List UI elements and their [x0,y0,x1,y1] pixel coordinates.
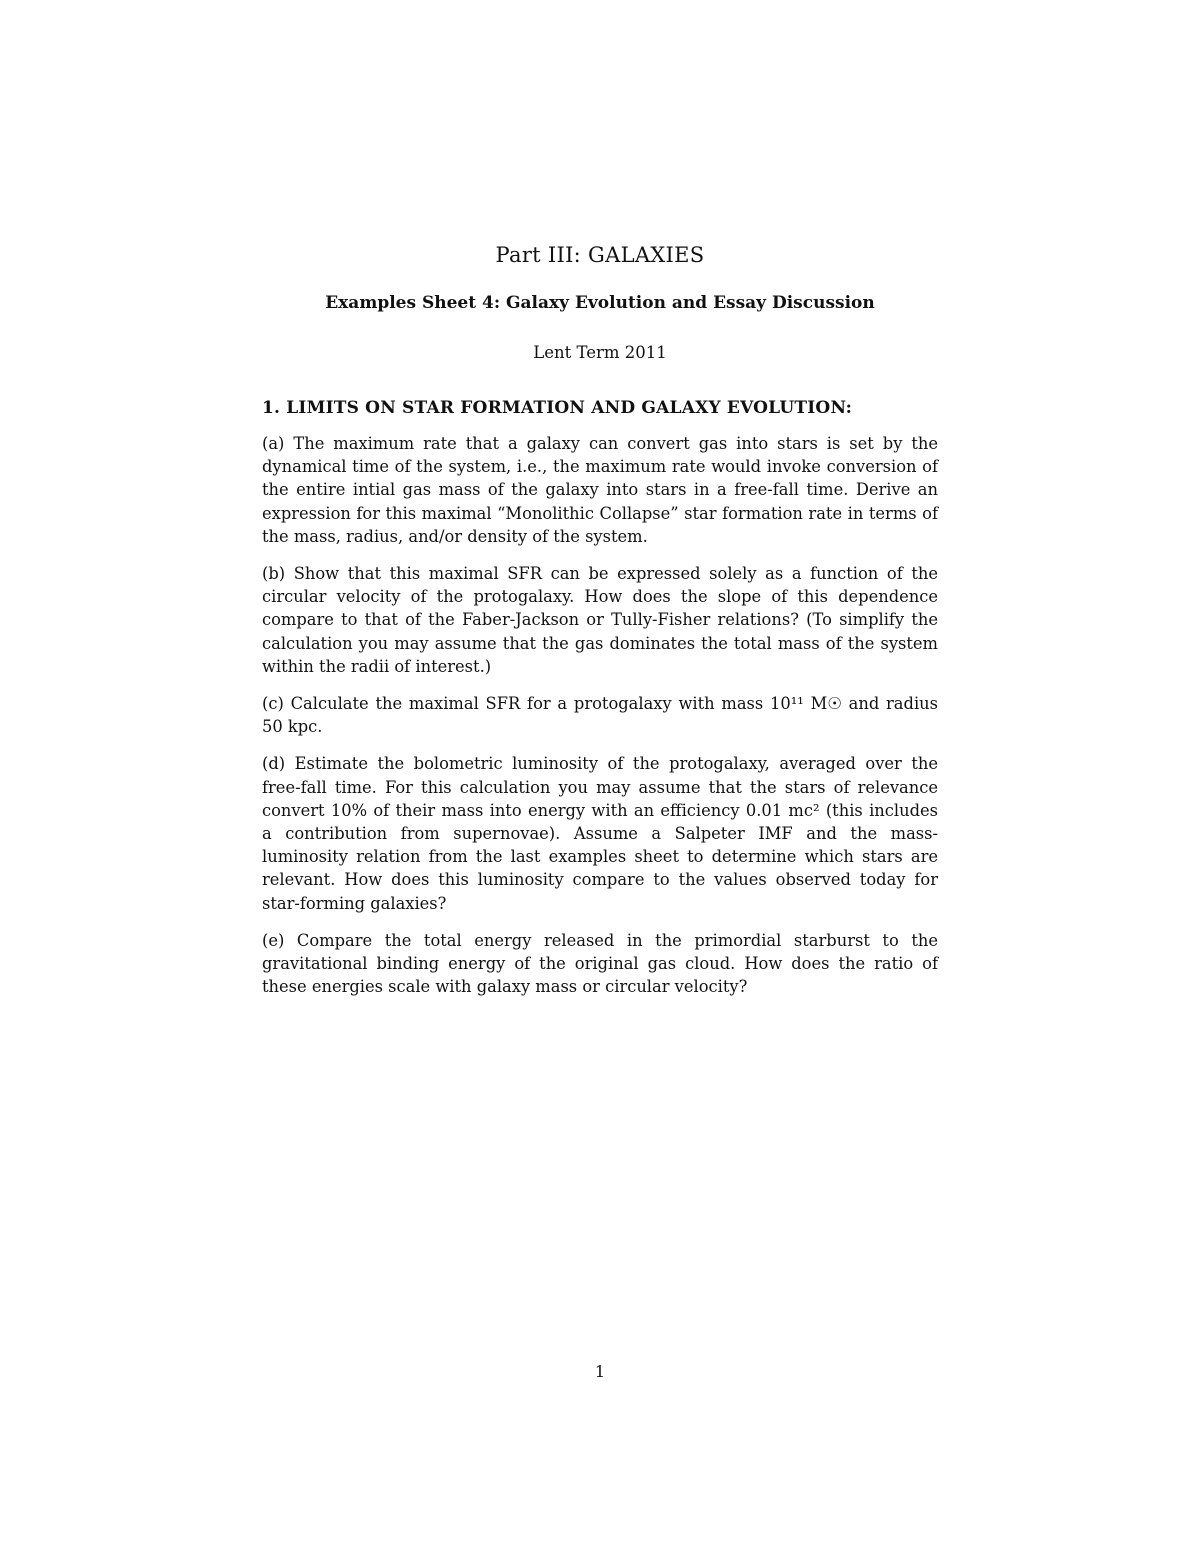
question-a: (a) The maximum rate that a galaxy can convert gas into stars is set by the dynamical time of the system, i.e., the maximum rate would invoke conversion of the entire intial gas mass of the galaxy into stars in a free-fall time. Derive an expression for this maximal “Monolithic Collapse” star formation rate in terms of the mass, radius, and/or density of the system. [262,434,938,546]
document-title: Part III: GALAXIES [495,243,705,267]
section-content [262,398,938,1012]
document-subtitle: Examples Sheet 4: Galaxy Evolution and Essay Discussion [325,293,875,313]
page-number: 1 [594,1362,606,1381]
question-e: (e) Compare the total energy released in the primordial starburst to the gravitational binding energy of the original gas cloud. How does the ratio of these energies scale with galaxy mass or circular velocity? [262,930,938,997]
document-term: Lent Term 2011 [533,343,667,362]
question-c: (c) Calculate the maximal SFR for a protogalaxy with mass 10¹¹ M☉ and radius 50 kpc. [262,694,938,737]
section-heading: 1. LIMITS ON STAR FORMATION AND GALAXY EVOLUTION: [262,398,853,418]
question-d: (d) Estimate the bolometric luminosity of the protogalaxy, averaged over the free-fall time. For this calculation you may assume that the stars of relevance convert 10% of their mass into energy with an efficiency 0.01 mc² (this includes a contribution from supernovae). Assume a Salpeter IMF and the mass-luminosity relation from the last examples sheet to determine which stars are relevant. How does this luminosity compare to the values observed today for star-forming galaxies? [262,754,938,913]
question-b: (b) Show that this maximal SFR can be expressed solely as a function of the circular velocity of the protogalaxy. How does the slope of this dependence compare to that of the Faber-Jackson or Tully-Fisher relations? (To simplify the calculation you may assume that the gas dominates the total mass of the system within the radii of interest.) [262,564,938,676]
